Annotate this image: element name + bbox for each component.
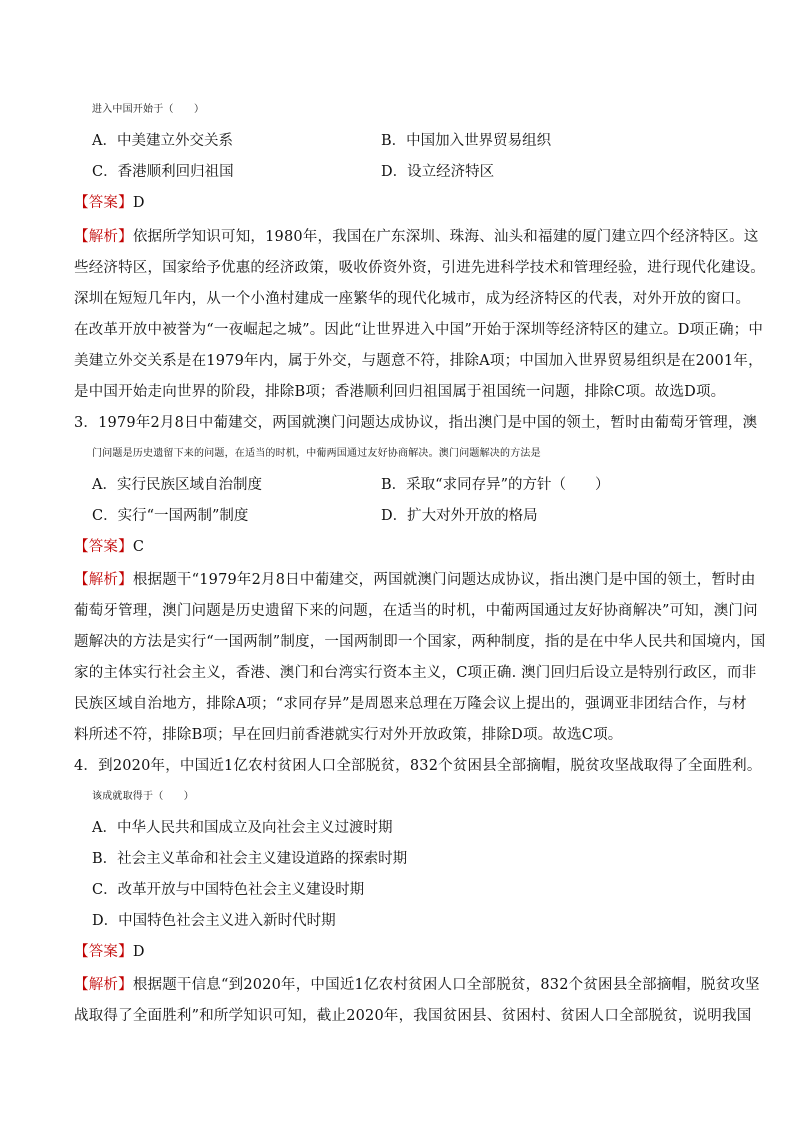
q2-analysis-text: 依据所学知识可知，1980年，我国在广东深圳、珠海、汕头和福建的厦门建立四个经济特区。这 (132, 229, 759, 245)
q3-option-b: B．采取“求同存异”的方针（ ） (381, 477, 610, 493)
q3-answer-line (74, 537, 724, 557)
q2-analysis-line-4: 在改革开放中被誉为“一夜崛起之城”。因此“让世界进入中国”开始于深圳等经济特区的建立。D项正确；中 (74, 322, 764, 338)
q3-analysis-text: 根据题干“1979年2月8日中葡建交，两国就澳门问题达成协议，指出澳门是中国的领土，暂时由 (132, 572, 756, 588)
q2-analysis-line-1 (74, 227, 759, 247)
q3-option-d: D．扩大对外开放的格局 (381, 508, 538, 524)
q2-option-d: D．设立经济特区 (381, 164, 495, 180)
q3-option-a: A．实行民族区域自治制度 (92, 477, 262, 493)
q2-analysis-line-5: 美建立外交关系是在1979年内，属于外交，与题意不符，排除A项；中国加入世界贸易组织是在2001年， (74, 353, 763, 369)
analysis-label: 【解析】 (74, 229, 133, 245)
q2-option-b: B．中国加入世界贸易组织 (381, 133, 552, 149)
q4-analysis-line-2: 战取得了全面胜利”和所学知识可知，截止2020年，我国贫困县、贫困村、贫困人口全部脱贫，说明我国 (74, 1008, 752, 1024)
answer-label: 【答案】 (74, 944, 133, 960)
q3-stem-line-2: 门问题是历史遗留下来的问题，在适当的时机，中葡两国通过友好协商解决。澳门问题解决的方法是 (92, 448, 541, 459)
q3-analysis-line-2: 葡萄牙管理，澳门问题是历史遗留下来的问题，在适当的时机，中葡两国通过友好协商解决”可知，澳门问 (74, 603, 758, 619)
q4-answer-value: D (132, 944, 145, 960)
analysis-label: 【解析】 (74, 977, 133, 993)
q3-analysis-line-5: 民族区域自治地方，排除A项；“求同存异”是周恩来总理在万隆会议上提出的，强调亚非团结合作，与材 (74, 696, 747, 712)
q4-option-a: A．中华人民共和国成立及向社会主义过渡时期 (92, 820, 393, 836)
q3-stem-line-1: 3．1979年2月8日中葡建交，两国就澳门问题达成协议，指出澳门是中国的领土，暂时由葡萄牙管理，澳 (74, 415, 758, 431)
q4-option-d: D．中国特色社会主义进入新时代时期 (92, 913, 336, 929)
q2-option-a: A．中美建立外交关系 (92, 133, 233, 149)
q3-analysis-line-3: 题解决的方法是实行“一国两制”制度，一国两制即一个国家，两种制度，指的是在中华人民共和国境内，国 (74, 634, 766, 650)
q4-stem-line-1: 4．到2020年，中国近1亿农村贫困人口全部脱贫，832个贫困县全部摘帽，脱贫攻坚战取得了全面胜利。 (74, 758, 762, 774)
q2-option-c: C．香港顺利回归祖国 (92, 164, 234, 180)
q3-analysis-line-4: 家的主体实行社会主义，香港、澳门和台湾实行资本主义，C项正确. 澳门回归后设立是特别行政区，而非 (74, 665, 757, 681)
q3-answer-value: C (132, 539, 145, 555)
q4-stem-line-2: 该成就取得于（ ） (92, 791, 194, 802)
q2-analysis-line-3: 深圳在短短几年内，从一个小渔村建成一座繁华的现代化城市，成为经济特区的代表，对外开放的窗口。 (74, 291, 751, 307)
q2-stem-continuation: 进入中国开始于（ ） (92, 104, 205, 115)
q2-analysis-line-6: 是中国开始走向世界的阶段，排除B项；香港顺利回归祖国属于祖国统一问题，排除C项。故选D项。 (74, 384, 726, 400)
analysis-label: 【解析】 (74, 572, 133, 588)
q4-answer-line (74, 942, 724, 962)
q4-analysis-line-1 (74, 975, 760, 995)
q3-analysis-line-6: 料所述不符，排除B项；早在回归前香港就实行对外开放政策，排除D项。故选C项。 (74, 727, 623, 743)
q2-answer-line (74, 193, 724, 213)
q4-option-b: B．社会主义革命和社会主义建设道路的探索时期 (92, 851, 408, 867)
q2-answer-value: D (132, 195, 145, 211)
q4-option-c: C．改革开放与中国特色社会主义建设时期 (92, 882, 365, 898)
q3-analysis-line-1 (74, 570, 756, 590)
answer-label: 【答案】 (74, 539, 133, 555)
q3-option-c: C．实行“一国两制”制度 (92, 508, 249, 524)
answer-label: 【答案】 (74, 195, 133, 211)
q2-analysis-line-2: 些经济特区，国家给予优惠的经济政策，吸收侨资外资，引进先进科学技术和管理经验，进行现代化建设。 (74, 260, 765, 276)
q4-analysis-text: 根据题干信息“到2020年，中国近1亿农村贫困人口全部脱贫，832个贫困县全部摘帽，脱贫攻坚 (132, 977, 760, 993)
